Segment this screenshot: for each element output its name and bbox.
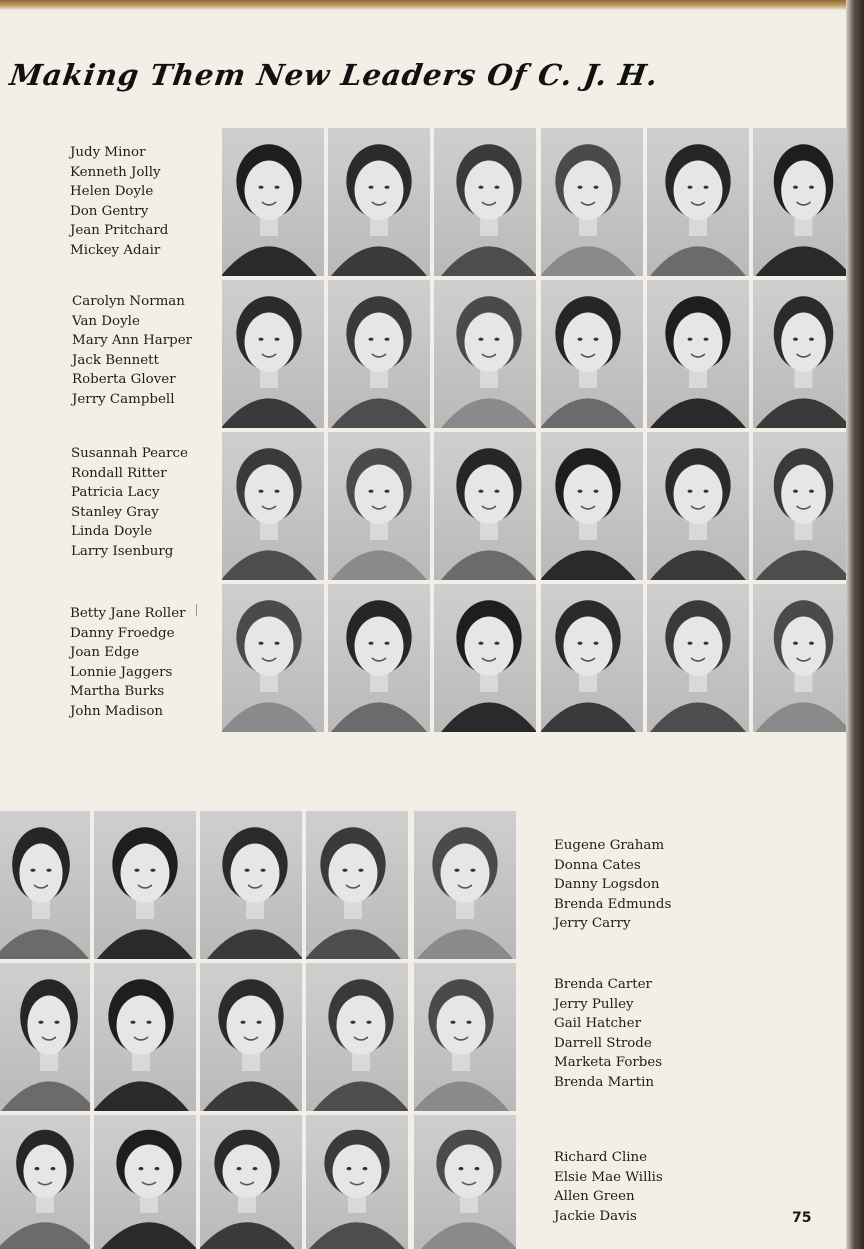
student-name: Allen Green [554,1189,635,1205]
student-name: John Madison [70,703,164,719]
student-portrait [0,811,90,959]
student-name: Roberta Glover [72,372,176,388]
student-name: Lonnie Jaggers [70,664,173,680]
student-portrait [200,1115,302,1249]
student-name: Brenda Edmunds [554,896,672,912]
student-portrait [647,432,749,580]
student-name: Brenda Carter [554,977,652,992]
student-portrait [434,280,536,428]
student-name: Richard Cline [554,1150,648,1165]
student-portrait [541,432,643,580]
student-portrait [414,811,516,959]
student-name: Jerry Campbell [72,391,175,407]
student-name: Donna Cates [554,857,641,873]
student-name: Jack Bennett [72,352,159,368]
page-top-edge [0,0,864,10]
student-name: Judy Minor [70,145,146,160]
student-portrait [200,963,302,1111]
student-portrait [414,1115,516,1249]
student-portrait [222,128,324,276]
student-name: Kenneth Jolly [70,164,161,180]
student-name: Brenda Martin [554,1074,654,1090]
student-portrait [434,432,536,580]
student-name: Linda Doyle [71,524,153,540]
upper-name-list-2 [72,292,192,410]
student-name: Jackie Davis [554,1208,637,1224]
student-portrait [222,584,324,732]
student-portrait [647,584,749,732]
student-name: Susannah Pearce [71,446,188,461]
student-portrait [306,963,408,1111]
student-name: Larry Isenburg [71,543,174,559]
student-portrait [328,280,430,428]
student-name: Danny Froedge [70,625,175,641]
upper-name-list-3 [71,444,188,562]
book-binding-edge [846,0,864,1249]
student-portrait [306,1115,408,1249]
student-name: Jerry Carry [554,916,631,932]
student-portrait [753,432,846,580]
student-name: Marketa Forbes [554,1055,663,1071]
lower-name-list-1 [554,836,671,934]
student-portrait [94,963,196,1111]
student-portrait [753,128,846,276]
upper-name-list-4 [70,604,186,722]
student-name: Stanley Gray [71,504,159,520]
student-portrait [541,280,643,428]
student-name: Joan Edge [70,645,140,661]
student-portrait [753,584,846,732]
student-name: Elsie Mae Willis [554,1169,663,1185]
student-name: Van Doyle [72,313,140,329]
student-name: Jerry Pulley [554,996,634,1012]
student-name: Mickey Adair [70,242,161,258]
student-portrait [328,584,430,732]
page-title: Making Them New Leaders Of C. J. H. [7,58,661,92]
student-name: Betty Jane Roller [70,606,186,621]
student-portrait [328,432,430,580]
student-portrait [0,1115,90,1249]
student-name: Helen Doyle [70,184,154,200]
student-portrait [222,432,324,580]
student-portrait [306,811,408,959]
student-portrait [541,584,643,732]
lower-name-list-2 [554,975,662,1093]
student-name: Don Gentry [70,203,149,219]
student-portrait [0,963,90,1111]
page-number: 75 [792,1210,812,1226]
student-name: Gail Hatcher [554,1016,641,1032]
lower-name-list-3 [554,1148,663,1226]
student-name: Mary Ann Harper [72,333,193,349]
student-name: Eugene Graham [554,838,665,853]
student-name: Danny Logsdon [554,877,660,893]
student-portrait [647,280,749,428]
student-name: Martha Burks [70,684,165,700]
student-portrait [647,128,749,276]
student-portrait [328,128,430,276]
pencil-mark [196,604,197,616]
student-portrait [200,811,302,959]
student-portrait [434,584,536,732]
student-name: Carolyn Norman [72,294,185,309]
student-portrait [94,1115,196,1249]
student-portrait [414,963,516,1111]
upper-name-list-1 [70,143,168,261]
student-name: Darrell Strode [554,1035,652,1051]
student-portrait [222,280,324,428]
student-name: Patricia Lacy [71,485,160,501]
student-portrait [753,280,846,428]
student-name: Rondall Ritter [71,465,167,481]
student-portrait [94,811,196,959]
student-name: Jean Pritchard [70,223,169,239]
student-portrait [541,128,643,276]
student-portrait [434,128,536,276]
